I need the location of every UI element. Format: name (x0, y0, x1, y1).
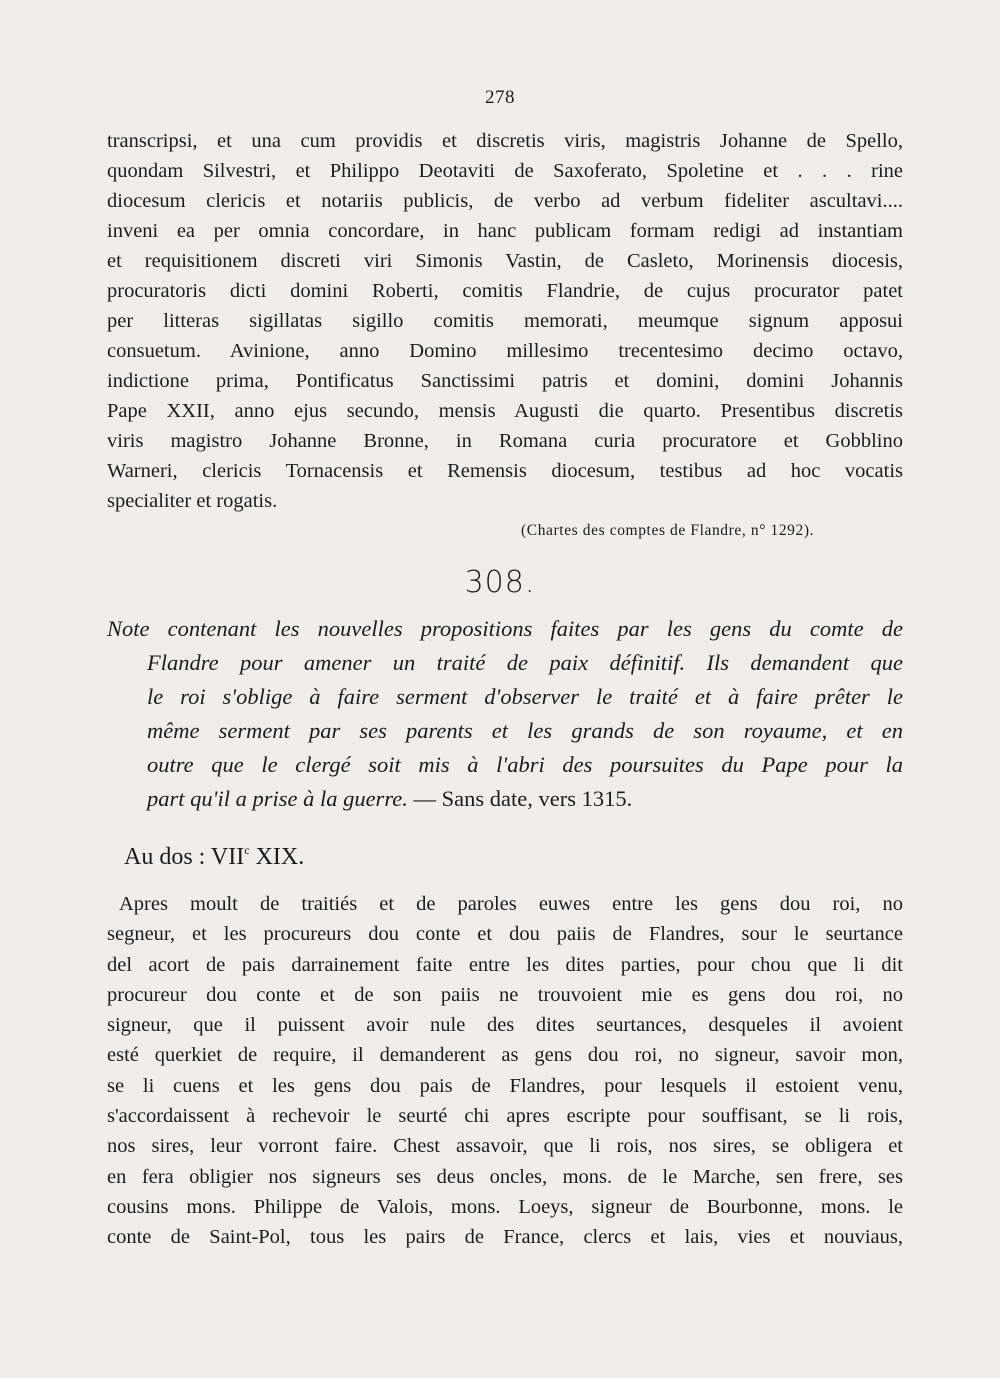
endorsement-value: VII (210, 844, 245, 870)
text-line: consuetum. Avinione, anno Domino millesimo trecentesimo decimo octavo, (107, 340, 903, 362)
text-line: procuratoris dicti domini Roberti, comitis Flandrie, de cujus procurator patet (107, 280, 903, 302)
summary-date: — Sans date, vers 1315. (413, 786, 633, 811)
text-line: viris magistro Johanne Bronne, in Romana curia procuratore et Gobblino (107, 430, 903, 452)
text-line: inveni ea per omnia concordare, in hanc publicam formam redigi ad instantiam (107, 220, 903, 242)
text-line: Warneri, clericis Tornacensis et Remensis diocesum, testibus ad hoc vocatis (107, 460, 903, 482)
endorsement-value-rest: XIX. (255, 844, 305, 870)
summary-line: Flandre pour amener un traité de paix définitif. Ils demandent que (147, 650, 903, 675)
text-line: indictione prima, Pontificatus Sanctissimi patris et domini, domini Johannis (107, 370, 903, 392)
text-line: Apres moult de traitiés et de paroles euwes entre les gens dou roi, no (119, 893, 903, 915)
source-citation: (Chartes des comptes de Flandre, n° 1292). (521, 522, 815, 539)
text-line: esté querkiet de require, il demanderent as gens dou roi, no signeur, savoir mon, (107, 1044, 903, 1067)
endorsement (124, 843, 304, 871)
summary-line: le roi s'oblige à faire serment d'observer le traité et à faire prêter le (147, 684, 903, 709)
summary-line: même serment par ses parents et les grands de son royaume, et en (147, 718, 903, 743)
text-line: s'accordaissent à rechevoir le seurté chi apres escripte pour souffisant, se li rois, (107, 1105, 903, 1128)
summary-last-text: part qu'il a prise à la guerre. (147, 786, 408, 811)
text-line: et requisitionem discreti viri Simonis Vastin, de Casleto, Morinensis diocesis, (107, 250, 903, 272)
french-text-block (107, 889, 903, 1253)
summary-line (147, 782, 903, 816)
text-line: signeur, que il puissent avoir nule des dites seurtances, desqueles il avoient (107, 1014, 903, 1037)
text-line: specialiter et rogatis. (107, 490, 278, 512)
text-line: procureur dou conte et de son paiis ne trouvoient mie es gens dou roi, no (107, 983, 903, 1006)
text-line: transcripsi, et una cum providis et discretis viris, magistris Johanne de Spello, (107, 130, 903, 152)
text-line: del acort de pais darrainement faite entre les dites parties, pour chou que li dit (107, 953, 903, 976)
endorsement-label: Au dos : (124, 844, 206, 870)
document-number: 308. (464, 565, 536, 600)
text-line: nos sires, leur vorront faire. Chest assavoir, que li rois, nos sires, se obligera et (107, 1135, 903, 1158)
text-line: en fera obligier nos signeurs ses deus oncles, mons. de le Marche, sen frere, ses (107, 1165, 903, 1188)
document-summary (107, 612, 903, 816)
text-line: quondam Silvestri, et Philippo Deotaviti de Saxoferato, Spoletine et . . . rine (107, 160, 903, 182)
summary-line: Note contenant les nouvelles propositions faites par les gens du comte de (107, 616, 903, 641)
text-line: cousins mons. Philippe de Valois, mons. Loeys, signeur de Bourbonne, mons. le (107, 1195, 903, 1218)
text-line: diocesum clericis et notariis publicis, de verbo ad verbum fideliter ascultavi.... (107, 190, 903, 212)
endorsement-superscript: c (244, 843, 250, 857)
text-line: se li cuens et les gens dou pais de Flandres, pour lesquels il estoient venu, (107, 1074, 903, 1097)
latin-text-block (107, 126, 903, 516)
text-line: conte de Saint-Pol, tous les pairs de France, clercs et lais, vies et nouviaus, (107, 1226, 903, 1249)
text-line: Pape XXII, anno ejus secundo, mensis Augusti die quarto. Presentibus discretis (107, 400, 903, 422)
text-line: segneur, et les procureurs dou conte et dou paiis de Flandres, sour le seurtance (107, 923, 903, 946)
text-line: per litteras sigillatas sigillo comitis memorati, meumque signum apposui (107, 310, 903, 332)
page-number: 278 (485, 87, 515, 108)
summary-line: outre que le clergé soit mis à l'abri des poursuites du Pape pour la (147, 752, 903, 777)
